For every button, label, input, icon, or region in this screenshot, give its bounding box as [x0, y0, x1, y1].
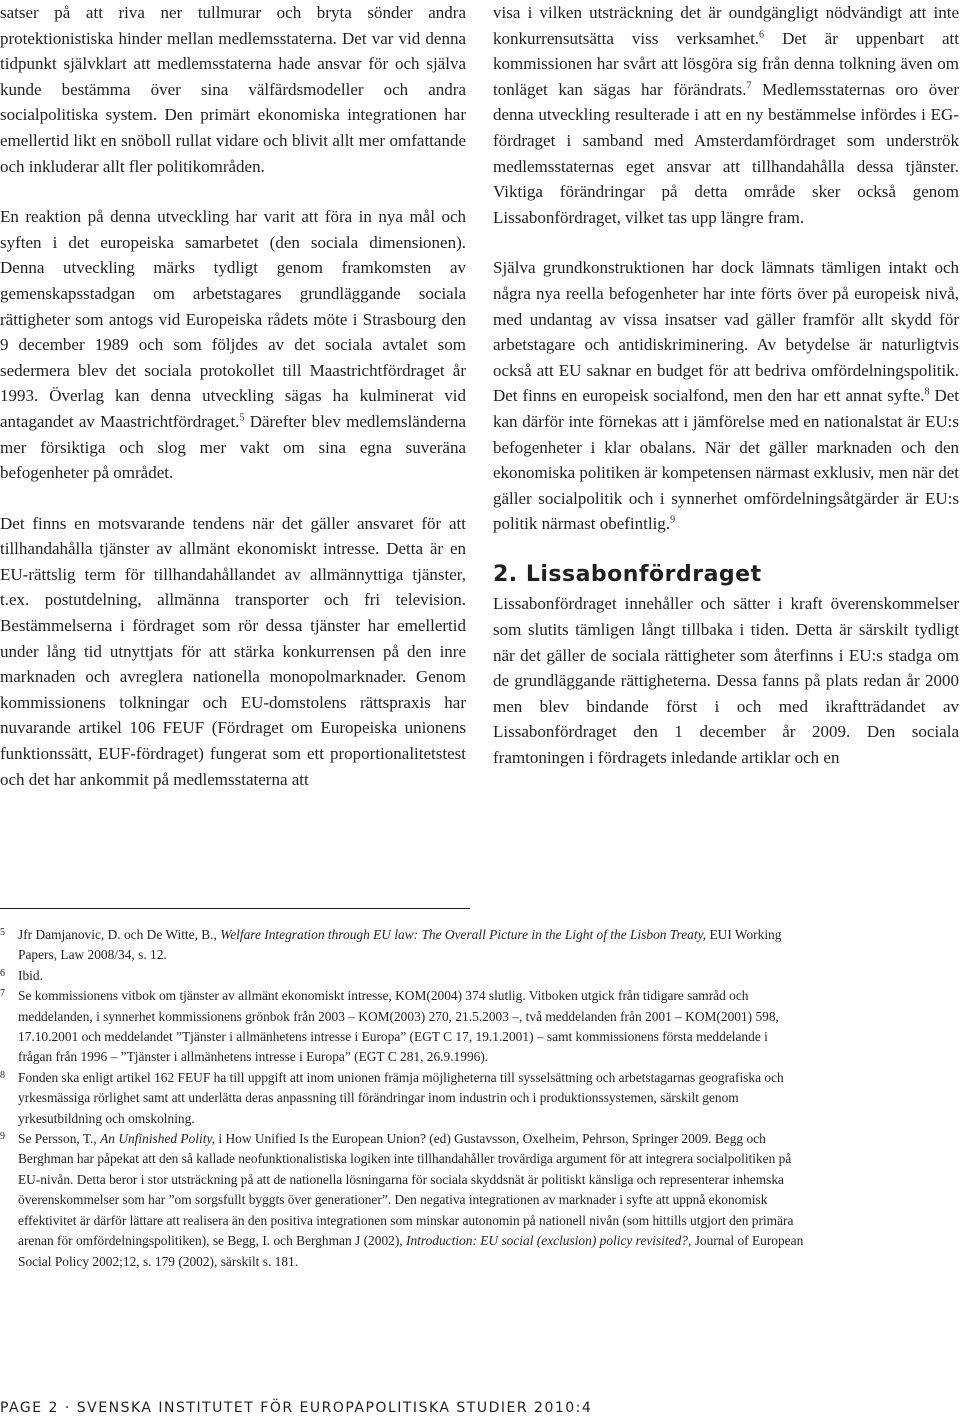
- footnotes: [0, 925, 805, 1272]
- footnote-ref[interactable]: 5: [239, 412, 245, 424]
- footnote-title: Introduction: EU social (exclusion) policy revisited?,: [406, 1233, 692, 1249]
- paragraph-text: Det är uppenbart att kommissionen har svårt att lösgöra sig från denna tolkning även om tonläget kan sägas har förändrats.: [493, 28, 959, 99]
- paragraph: [493, 0, 959, 230]
- footnote-number: 9: [0, 1131, 5, 1143]
- footnote-title: An Unfinished Polity,: [100, 1131, 216, 1147]
- footnote-number: 7: [0, 988, 5, 1000]
- footnote-text: [18, 925, 805, 966]
- footnote-ref[interactable]: 8: [924, 386, 930, 398]
- footnote-ref[interactable]: 7: [746, 80, 752, 92]
- footnote-text-part: EUI Working Papers, Law 2008/34, s. 12.: [18, 927, 782, 963]
- paragraph: [0, 204, 466, 486]
- paragraph-text: Själva grundkonstruktionen har dock lämnats tämligen intakt och några nya reella befogenheter har inte förts över på europeisk nivå, med undantag av vissa insatser vad gäller framför allt skydd för arbetstagare och antidiskriminering. Av betydelse är naturligtvis också att EU saknar en budget för att bedriva omfördelningspolitik. Det finns en europeisk socialfond, men den har ett annat syfte.: [493, 258, 959, 406]
- footnote-text-part: Se Persson, T.,: [18, 1131, 101, 1147]
- page-footer: PAGE 2 · SVENSKA INSTITUTET FÖR EUROPAPOLITISKA STUDIER 2010:4: [0, 1400, 593, 1416]
- footnote-number: 5: [0, 927, 5, 938]
- right-column: [493, 0, 959, 796]
- footnote-9: [0, 1129, 805, 1272]
- paragraph-text: Därefter blev medlemsländerna mer försiktiga och slog mer vakt om sina egna suveräna befogenheter på området.: [0, 411, 466, 483]
- left-column: [0, 0, 466, 817]
- footnote-5: [0, 925, 805, 966]
- footnote-6: [0, 966, 805, 986]
- footnote-8: [0, 1068, 805, 1129]
- paragraph-text: visa i vilken utsträckning det är oundgängligt nödvändigt att inte konkurrensutsätta viss verksamhet.: [493, 3, 959, 48]
- footnote-ref[interactable]: 6: [759, 28, 765, 40]
- section-heading: 2. Lissabonfördraget: [493, 561, 762, 587]
- paragraph-text: Medlemsstaternas oro över denna utveckling resulterade i att en ny bestämmelse infördes i EG-fördraget i samband med Amsterdamfördraget som underströk medlemsstaternas eget ansvar att tillhandahålla dessa tjänster. Viktiga förändringar på detta område sker också genom Lissabonfördraget, vilket tas upp längre fram.: [493, 79, 959, 227]
- paragraph-text: En reaktion på denna utveckling har varit att föra in nya mål och syften i det europeiska samarbetet (den sociala dimensionen). Denna utveckling märks tydligt genom framkomsten av gemenskapsstadgan om arbetstagares grundläggande sociala rättigheter som antogs vid Europeiska rådets möte i Strasbourg den 9 december 1989 och som följdes av det sociala avtalet som sedermera blev det sociala protokollet till Maastrichtfördraget år 1993. Överlag kan denna utveckling sägas ha kulminerat vid antagandet av Maastrichtfördraget.: [0, 207, 466, 431]
- paragraph: satser på att riva ner tullmurar och bryta sönder andra protektionistiska hinder mellan medlemsstaterna. Det var vid denna tidpunkt självklart att medlemsstaterna hade ansvar för och själva kunde bestämma över sina välfärdsmodeller och andra socialpolitiska system. Den primärt ekonomiska integrationen har emellertid likt en snöboll rullat vidare och blivit allt mer omfattande och inkluderar allt fler politikområden.: [0, 3, 466, 176]
- paragraph: Det finns en motsvarande tendens när det gäller ansvaret för att tillhandahålla tjänster av allmänt ekonomiskt intresse. Detta är en EU-rättslig term för tillhandahållandet av allmännyttiga tjänster, t.ex. postutdelning, allmänna transporter och fri television. Bestämmelserna i fördraget som rör dessa tjänster har emellertid under lång tid utnyttjats för att stärka konkurrensen på den inre marknaden och avreglera nationella monopolmarknader. Genom kommissionens tolkningar och EU-domstolens rättspraxis har nuvarande artikel 106 FEUF (Fördraget om Europeiska unionens funktionssätt, EUF-fördraget) fungerat som ett proportionalitetstest och det har ankommit på medlemsstaterna att: [0, 513, 466, 789]
- footnote-text: Ibid.: [18, 967, 43, 983]
- footnote-title: Welfare Integration through EU law: The Overall Picture in the Light of the Lisbon Treaty,: [220, 927, 707, 942]
- paragraph: Lissabonfördraget innehåller och sätter i kraft överenskommelser som slutits tämligen långt tillbaka i tiden. Detta är särskilt tydligt när det gäller de sociala rättigheter som återfinns i EU:s stadga om de grundläggande rättigheterna. Dessa fanns på plats redan år 2000 men blev bindande först i och med ikraftträdandet av Lissabonfördraget den 1 december år 2009. Den sociala framtoningen i fördragets inledande artiklar och en: [493, 594, 959, 768]
- footnote-number: 8: [0, 1069, 5, 1081]
- footnote-text-part: Journal of European Social Policy 2002;12, s. 179 (2002), särskilt s. 181.: [18, 1233, 804, 1269]
- footnote-text: Se kommissionens vitbok om tjänster av allmänt ekonomiskt intresse, KOM(2004) 374 slutlig. Vitboken utgick från tidigare samråd och meddelanden, i synnerhet kommissionens grönbok från 2003 – KOM(2003) 270, 21.5.2003 –, två meddelanden från 2001 – KOM(2001) 598, 17.10.2001 och meddelandet ”Tjänster i allmänhetens intresse i Europa” (EGT C 17, 19.1.2001) – samt kommissionens första meddelande i frågan från 1996 – ”Tjänster i allmänhetens intresse i Europa” (EGT C 281, 26.9.1996).: [18, 988, 779, 1065]
- footnote-text: Fonden ska enligt artikel 162 FEUF ha till uppgift att inom unionen främja möjligheterna till sysselsättning och arbetstagarnas geografiska och yrkesmässiga rörlighet samt att underlätta deras anpassning till förändringar inom industrin och i produktionssystemen, särskilt genom yrkesutbildning och omskolning.: [18, 1069, 784, 1126]
- footnote-number: 6: [0, 967, 5, 979]
- footnote-text-part: i How Unified Is the European Union? (ed) Gustavsson, Oxelheim, Pehrson, Springer 2009. Begg och Berghman har påpekat att den så kallade neofunktionalistiska logiken inte tillhandahåller trovärdiga argument för att integrera socialpolitiken på EU-nivån. Detta beror i stor utsträckning på att de nationella lösningarna för sociala skyddsnät är politiskt känsliga och representerar inhemska överenskommelser som har ”om sorgsfullt byggts över generationer”. Den negativa integrationen av marknader i syfte att uppnå ekonomisk effektivitet är därför lättare att realisera än den positiva integrationen som minskar autonomin på nationell nivån (som hittills utgjort den primära arenan för omfördelningspolitiken), se Begg, I. och Berghman J (2002),: [18, 1131, 794, 1249]
- paragraph: [493, 255, 959, 537]
- footnote-text: [18, 1129, 805, 1272]
- footnote-text-part: Jfr Damjanovic, D. och De Witte, B.,: [18, 927, 221, 942]
- footnote-ref[interactable]: 9: [670, 514, 676, 526]
- footnote-7: [0, 986, 805, 1068]
- paragraph-text: Det kan därför inte förnekas att i jämförelse med en nationalstat är EU:s befogenheter i klar obalans. När det gäller marknaden och den ekonomiska politiken är kompetensen närmast exklusiv, men när det gäller socialpolitik och i synnerhet omfördelningsåtgärder är EU:s politik närmast obefintlig.: [493, 386, 959, 534]
- footnote-divider: [0, 908, 470, 909]
